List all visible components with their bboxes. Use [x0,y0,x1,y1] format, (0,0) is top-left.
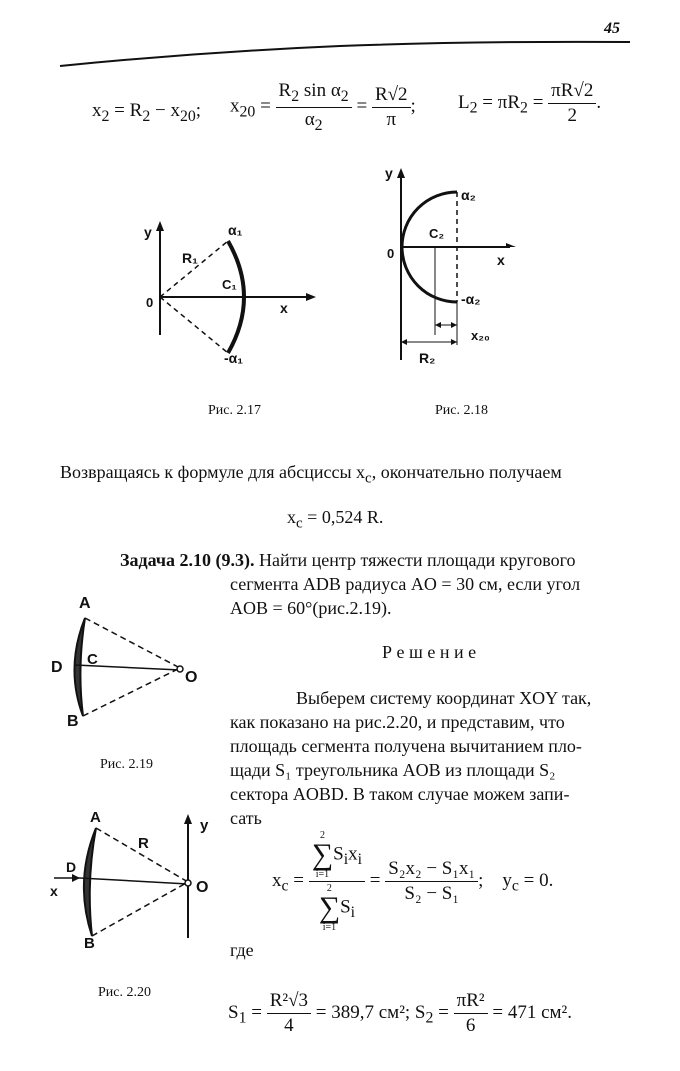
task-title: Задача 2.10 (9.3). [120,550,255,570]
fig220-x-label: x [50,883,58,899]
fig218-x-label: x [497,252,505,268]
where-label: где [230,940,254,960]
solution-line-6: сать [230,808,262,828]
task-line-2: сегмента ADB радиуса AO = 30 см, если угол [230,574,581,594]
fig217-radius-label: R₁ [182,250,198,266]
fig218-center-label: C₂ [429,226,445,241]
fig220-a-label: A [90,810,101,826]
formula-x20: $x_{20}$ = $\frac{R_2 \sin \alpha_2}{\alpha_2}$ = $\frac{R√2}{\pi}$ ; [230,80,416,134]
fig217-center-label: C₁ [222,277,237,292]
fig218-radius-label: R₂ [419,350,436,366]
fig219-d-label: D [51,659,63,676]
fig219-c-label: C [87,651,98,668]
caption-fig-2-20: Рис. 2.20 [98,985,151,1000]
fig219-b-label: B [67,713,79,730]
fig220-r-label: R [138,835,149,852]
fig217-origin-label: 0 [146,295,154,310]
task-line-3: AOB = 60°(рис.2.19). [230,598,392,618]
fig218-x20-label: x₂₀ [471,328,490,343]
solution-heading: Р е ш е н и е [382,642,477,662]
result-xc: $x_c = 0,524$ R. [287,507,384,532]
fig219-a-label: A [79,595,91,612]
fig217-alpha-top: α₁ [228,222,243,238]
fig217-x-label: x [280,300,288,316]
fig220-b-label: B [84,935,95,950]
formula-xc: $x_c$ = 2 ∑ i=1 $S_ix_i$ 2 ∑ i=1 $S_i$ = $\frac{\text{S₂x₂ − S₁x₁}}{\text{S₂ − S₁}}$ ; $y_c = 0$. [272,830,554,933]
solution-line-2: как показано на рис.2.20, и представим, что [230,712,565,732]
solution-line-1: Выберем систему координат XOY так, [296,688,592,708]
solution-line-3: площадь сегмента получена вычитанием пло- [230,736,582,756]
fig220-d-label: D [66,859,77,875]
formula-s1-s2: $S_1$ = $\frac{\text{R²√3}}{4}$ = 389,7 см²; $S_2$ = $\frac{\text{πR²}}{6}$ = 471 см². [228,990,572,1036]
fig218-alpha-bottom: -α₂ [461,291,481,307]
fig220-y-label: y [200,817,209,834]
paragraph-abscissa: Возвращаясь к формуле для абсциссы $x_c$, окончательно получаем [60,462,562,487]
caption-fig-2-19: Рис. 2.19 [100,757,153,772]
header-rule [0,0,680,80]
fig218-alpha-top: α₂ [461,187,476,203]
formula-l2: $L_2 = \pi R_2$ = $\frac{\pi R√2}{2}$ . [458,80,602,126]
fig217-alpha-bottom: -α₁ [224,350,244,366]
fig218-y-label: y [385,165,393,181]
caption-fig-2-18: Рис. 2.18 [435,403,488,418]
fig220-o-label: O [196,879,209,896]
fig218-origin-label: 0 [387,246,395,261]
figure-2-18 [385,160,535,375]
fig219-o-label: O [185,669,198,686]
figure-2-19 [45,590,215,730]
solution-line-4: щади S₁ треугольника AOB из площади S₂ [230,760,556,780]
page-number: 45 [604,20,620,37]
task-line-1: Задача 2.10 (9.3). Найти центр тяжести площади кругового [120,550,576,570]
caption-fig-2-17: Рис. 2.17 [208,403,261,418]
figure-2-17 [130,215,330,375]
fig217-y-label: y [144,224,152,240]
formula-x2: $x_2 = R_2 - x_{20}$; [92,100,202,125]
figure-2-20 [40,810,230,950]
solution-line-5: сектора AOBD. В таком случае можем запи- [230,784,570,804]
